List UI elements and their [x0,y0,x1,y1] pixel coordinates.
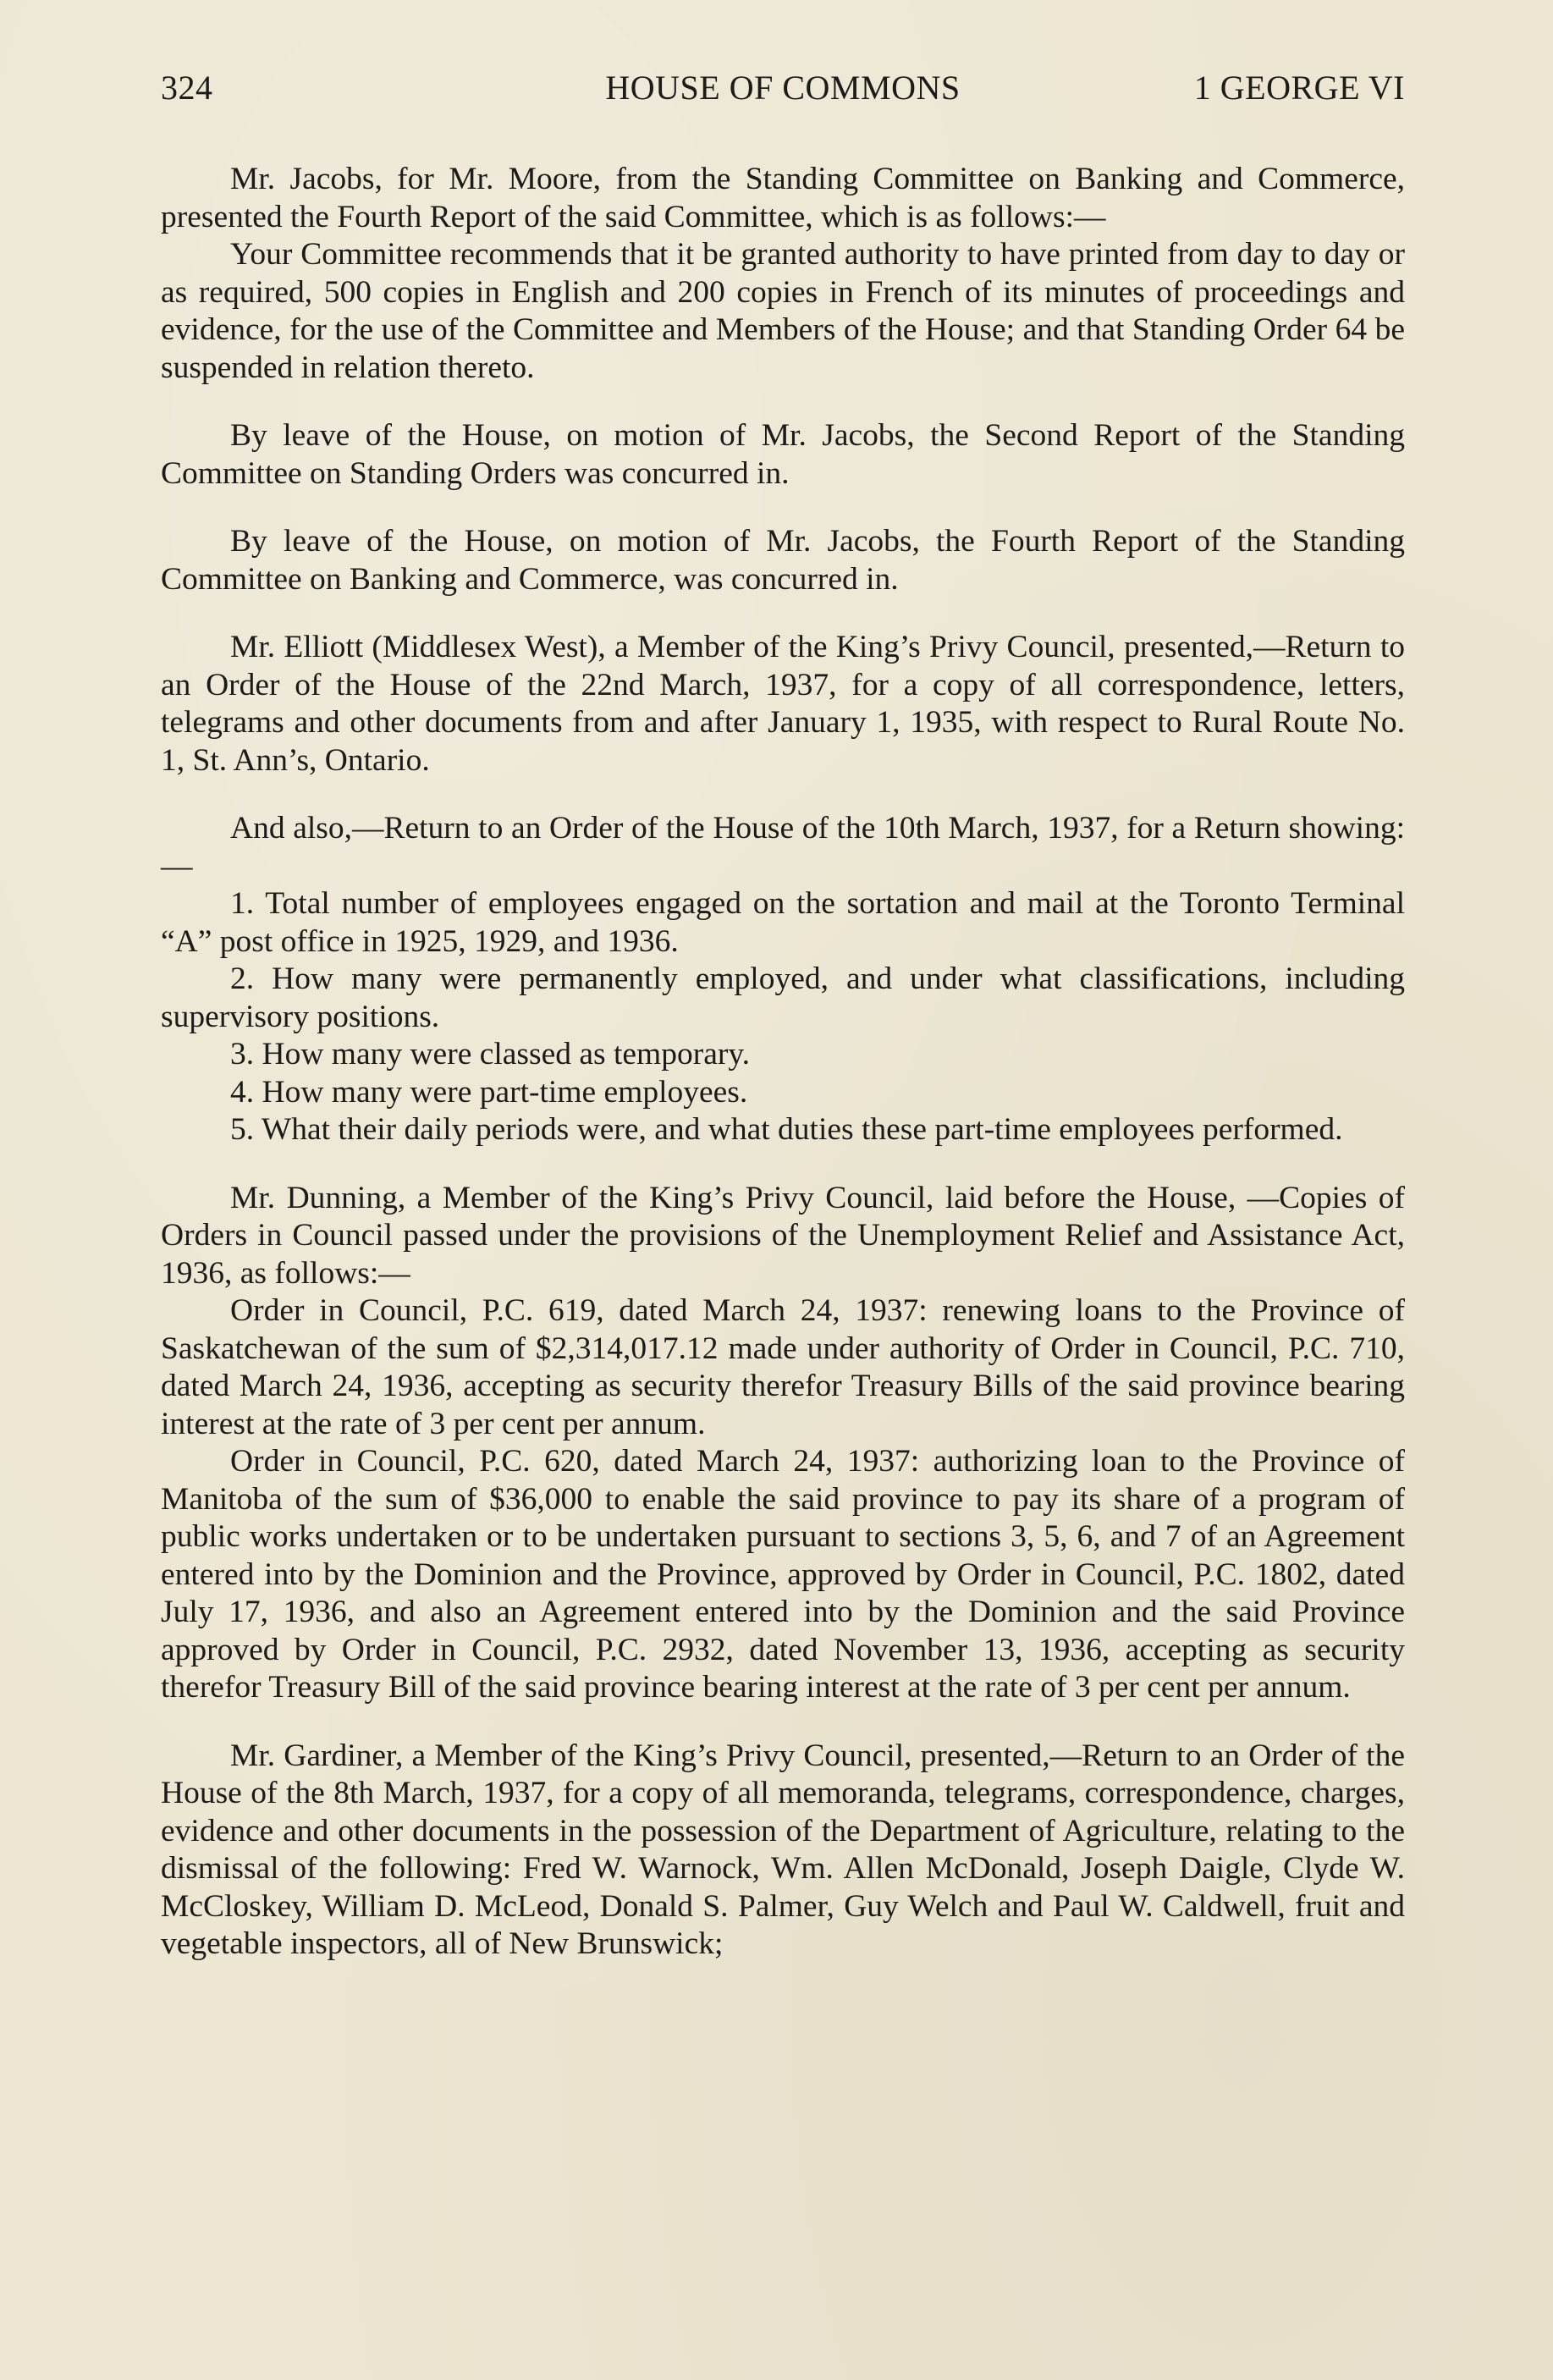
paragraph-banking-concurrence: By leave of the House, on motion of Mr. Jacobs, the Fourth Report of the Standing Committee on Banking and Commerce, was concurred in. [161,524,1405,597]
paragraph-elliott-return: Mr. Elliott (Middlesex West), a Member of the King’s Privy Council, presented,—Return to an Order of the House of the 22nd March, 1937, for a copy of all correspondence, letters, telegrams and other documents from and after January 1, 1935, with respect to Rural Route No. 1, St. Ann’s, Ontario. [161,630,1405,778]
journal-body [161,161,1405,1964]
running-title: HOUSE OF COMMONS [605,69,961,107]
paragraph-order-pc-619: Order in Council, P.C. 619, dated March 24, 1937: renewing loans to the Province of Saskatchewan of the sum of $2,314,017.12 made under authority of Order in Council, P.C. 710, dated March 24, 1936, accepting as security therefor Treasury Bills of the said province bearing interest at the rate of 3 per cent per annum. [161,1293,1405,1441]
paragraph-committee-report: Mr. Jacobs, for Mr. Moore, from the Standing Committee on Banking and Commerce, presented the Fourth Report of the said Committee, which is as follows:— [161,162,1405,234]
list-item: 5. What their daily periods were, and what duties these part-time employees performed. [230,1112,1343,1147]
paragraph-order-pc-620: Order in Council, P.C. 620, dated March 24, 1937: authorizing loan to the Province of Manitoba of the sum of $36,000 to enable the said province to pay its share of a program of public works undertaken or to be undertaken pursuant to sections 3, 5, 6, and 7 of an Agreement entered into by the Dominion and the Province, approved by Order in Council, P.C. 1802, dated July 17, 1936, and also an Agreement entered into by the Dominion and the said Province approved by Order in Council, P.C. 2932, dated November 13, 1936, accepting as security therefor Treasury Bill of the said province bearing interest at the rate of 3 per cent per annum. [161,1444,1405,1705]
page-number: 324 [161,69,213,107]
paragraph-committee-recommendation: Your Committee recommends that it be granted authority to have printed from day to day or as required, 500 copies in English and 200 copies in French of its minutes of proceedings and evidence, for the use of the Committee and Members of the House; and that Standing Order 64 be suspended in relation thereto. [161,237,1405,385]
list-item: 1. Total number of employees engaged on the sortation and mail at the Toronto Terminal “A” post office in 1925, 1929, and 1936. [161,886,1405,959]
list-item: 2. How many were permanently employed, and under what classifications, including supervisory positions. [161,961,1405,1034]
running-head [161,68,1405,118]
list-item: 4. How many were part-time employees. [230,1074,748,1110]
regnal-year: 1 GEORGE VI [1193,69,1405,107]
paragraph-return-showing: And also,—Return to an Order of the House of the 10th March, 1937, for a Return showing:— [161,811,1405,884]
paragraph-standing-orders-concurrence: By leave of the House, on motion of Mr. Jacobs, the Second Report of the Standing Committee on Standing Orders was concurred in. [161,418,1405,491]
paragraph-dunning-orders: Mr. Dunning, a Member of the King’s Privy Council, laid before the House, —Copies of Orders in Council passed under the provisions of the Unemployment Relief and Assistance Act, 1936, as follows:— [161,1180,1405,1291]
list-item: 3. How many were classed as temporary. [230,1037,751,1072]
paragraph-gardiner-return: Mr. Gardiner, a Member of the King’s Privy Council, presented,—Return to an Order of the House of the 8th March, 1937, for a copy of all memoranda, telegrams, correspondence, charges, evidence and other documents in the possession of the Department of Agriculture, relating to the dismissal of the following: Fred W. Warnock, Wm. Allen McDonald, Joseph Daigle, Clyde W. McCloskey, William D. McLeod, Donald S. Palmer, Guy Welch and Paul W. Caldwell, fruit and vegetable inspectors, all of New Brunswick; [161,1738,1405,1961]
